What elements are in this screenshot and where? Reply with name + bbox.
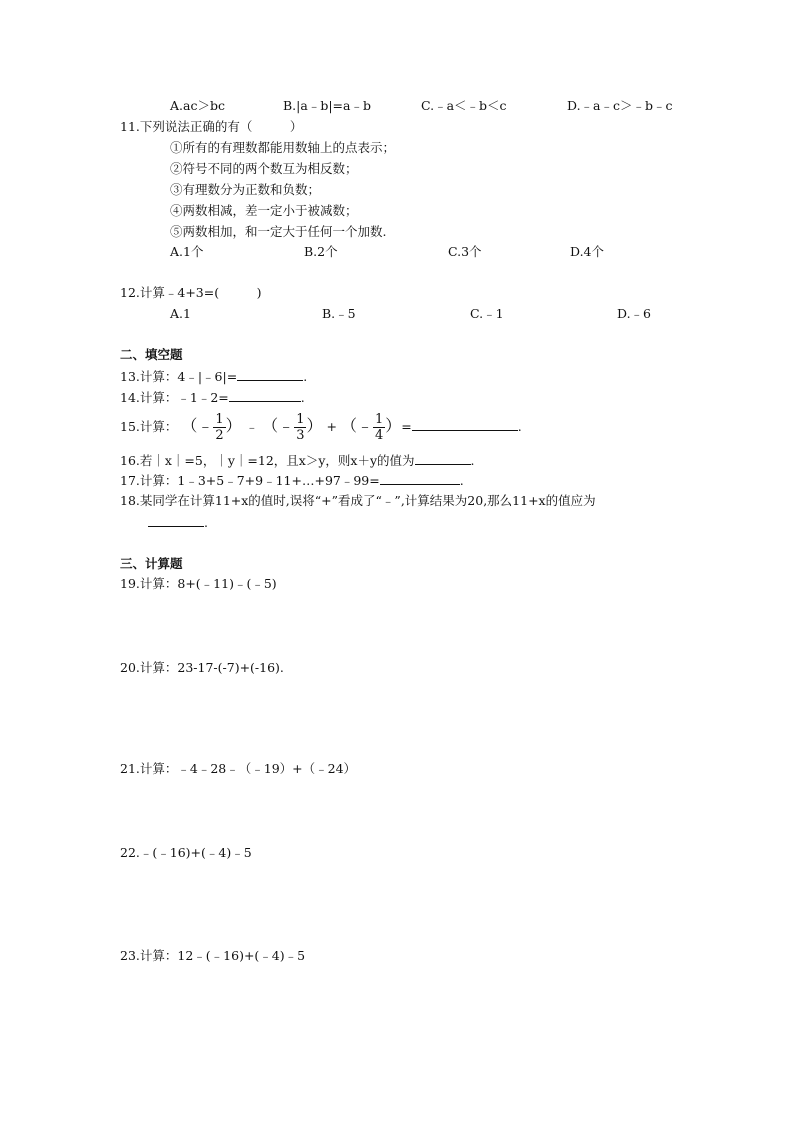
q11-option-c: C.3个	[448, 244, 482, 259]
q19-text: 19.计算：8+(﹣11)﹣(﹣5)	[120, 576, 277, 591]
q11-option-b: B.2个	[304, 244, 338, 259]
q14	[120, 389, 305, 406]
q15-fraction-2-numerator: 1	[296, 412, 305, 427]
q14-period: .	[300, 390, 305, 405]
q11-stem: 11.下列说法正确的有（ ）	[120, 119, 303, 134]
q16-answer-blank[interactable]	[415, 452, 471, 465]
q21-text: 21.计算：﹣4﹣28﹣（﹣19）+（﹣24）	[120, 761, 357, 776]
q15-equals: =	[401, 419, 412, 434]
q16-period: .	[470, 453, 475, 468]
q10-option-c: C.﹣a＜﹣b＜c	[421, 98, 507, 113]
q15-close-paren-2: ）	[306, 416, 323, 435]
q11-statement-4: ④两数相减，差一定小于被减数；	[170, 203, 358, 218]
q16	[120, 452, 475, 469]
q15-open-paren-3: （﹣	[340, 416, 373, 435]
q15	[120, 408, 522, 446]
q11-statement-5: ⑤两数相加，和一定大于任何一个加数.	[170, 224, 387, 239]
q15-fraction-2	[294, 412, 306, 443]
q18-answer-blank[interactable]	[148, 514, 204, 527]
q17-answer-blank[interactable]	[380, 472, 460, 485]
q13	[120, 368, 307, 385]
q15-answer-blank[interactable]	[412, 418, 518, 431]
q16-text: 16.若｜x｜=5，｜y｜=12，且x＞y，则x＋y的值为	[120, 453, 415, 468]
q12-option-b: B.﹣5	[322, 306, 356, 321]
q15-operator-2: +	[326, 419, 337, 434]
q15-close-paren-1: ）	[225, 416, 242, 435]
q15-fraction-1-denominator: 2	[215, 428, 224, 443]
q11-statement-1: ①所有的有理数都能用数轴上的点表示；	[170, 140, 396, 155]
q15-close-paren-3: ）	[385, 416, 402, 435]
q15-fraction-1-numerator: 1	[215, 412, 224, 427]
q15-fraction-1	[213, 412, 225, 443]
q12-option-a: A.1	[170, 306, 191, 321]
q17-text: 17.计算：1﹣3+5﹣7+9﹣11+…+97﹣99=	[120, 473, 380, 488]
q12-option-d: D.﹣6	[617, 306, 652, 321]
q12-stem: 12.计算﹣4+3=( )	[120, 285, 262, 300]
q18-period: .	[204, 515, 208, 530]
q11-option-d: D.4个	[570, 244, 605, 259]
q22-text: 22.﹣(﹣16)+(﹣4)﹣5	[120, 845, 252, 860]
q15-fraction-3	[373, 412, 385, 443]
section-3-title: 三、计算题	[120, 556, 183, 571]
q11-statement-3: ③有理数分为正数和负数；	[170, 182, 321, 197]
q13-answer-blank[interactable]	[237, 368, 303, 381]
q14-text: 14.计算：﹣1﹣2=	[120, 390, 229, 405]
q15-period: .	[517, 419, 522, 434]
q18-line-2	[148, 514, 208, 531]
q10-option-b: B.|a﹣b|=a﹣b	[283, 98, 371, 113]
q15-prefix: 15.计算：	[120, 419, 178, 434]
q10-option-a: A.ac＞bc	[170, 98, 225, 113]
q11-option-a: A.1个	[170, 244, 204, 259]
q13-period: .	[303, 369, 308, 384]
q11-statement-2: ②符号不同的两个数互为相反数；	[170, 161, 358, 176]
q13-text: 13.计算：4﹣|﹣6|=	[120, 369, 238, 384]
q15-fraction-2-denominator: 3	[296, 428, 305, 443]
q17	[120, 472, 464, 489]
q15-fraction-3-denominator: 4	[374, 428, 384, 443]
q15-open-paren-1: （﹣	[181, 416, 214, 435]
q23-text: 23.计算：12﹣(﹣16)+(﹣4)﹣5	[120, 948, 306, 963]
q14-answer-blank[interactable]	[229, 389, 301, 402]
q10-option-d: D.﹣a﹣c＞﹣b﹣c	[567, 98, 673, 113]
q18-line-1: 18.某同学在计算11+x的值时,误将“+”看成了“﹣”,计算结果为20,那么11+x的值应为	[120, 493, 596, 508]
q12-option-c: C.﹣1	[470, 306, 504, 321]
q15-open-paren-2: （﹣	[262, 416, 295, 435]
q17-period: .	[459, 473, 464, 488]
q15-operator-1: ﹣	[245, 419, 259, 434]
q20-text: 20.计算：23-17-(-7)+(-16).	[120, 660, 284, 675]
section-2-title: 二、填空题	[120, 347, 183, 362]
q15-fraction-3-numerator: 1	[374, 412, 384, 427]
